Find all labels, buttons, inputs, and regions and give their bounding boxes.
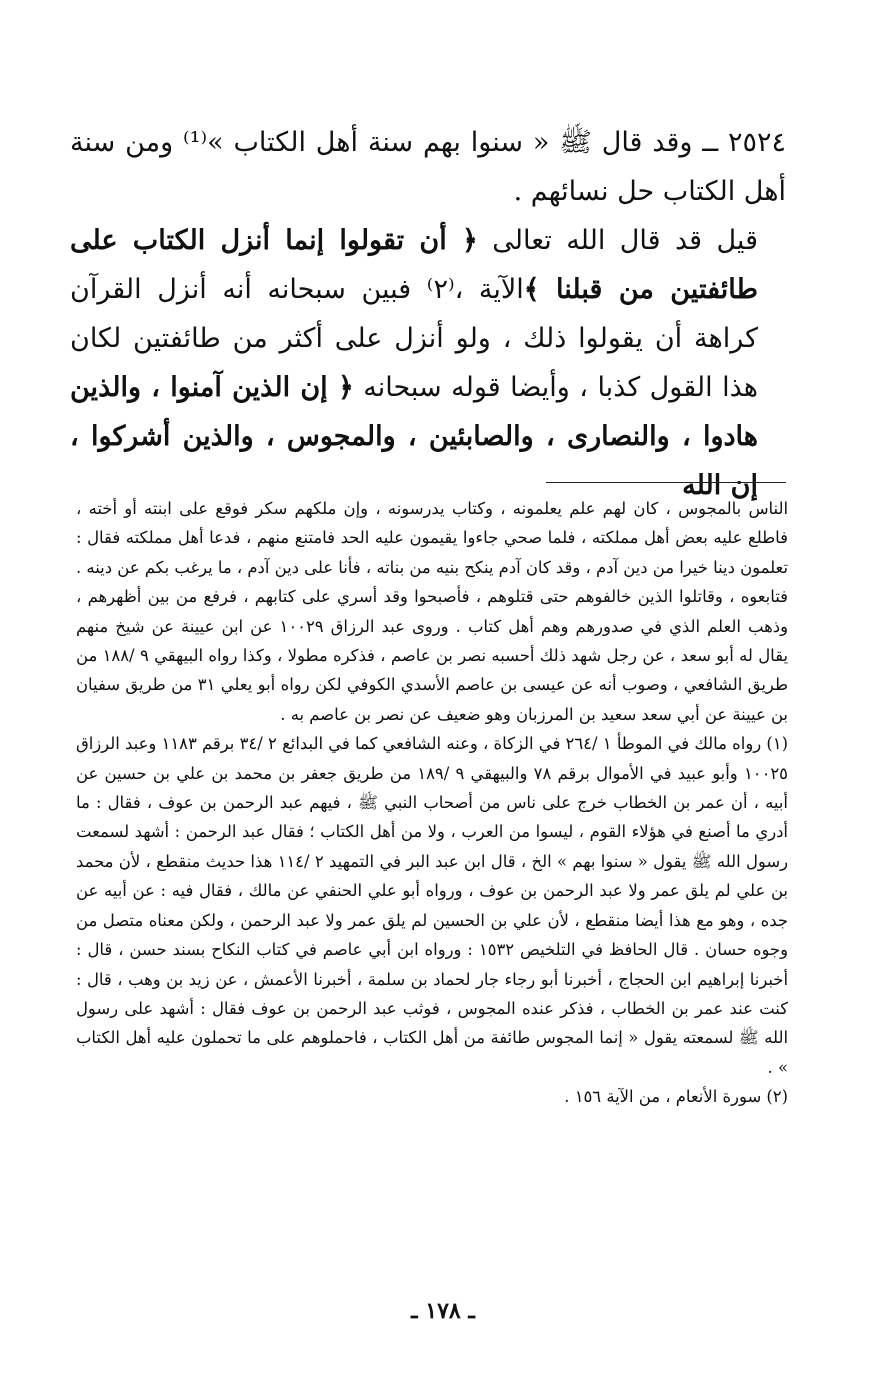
page-number: ـ ١٧٨ ـ [411,1298,475,1324]
footnote-2: (٢) سورة الأنعام ، من الآية ١٥٦ . [564,1087,788,1107]
main-text [70,118,786,510]
footnote-divider [546,482,786,483]
commentary-text: الآية ،⁽٢⁾ فبين سبحانه أنه أنزل القرآن كراهة أن يقولوا ذلك ، ولو أنزل على أكثر من طائفتين لكان هذا القول كذبا ، وأيضا قوله سبحانه [70,274,759,403]
intro-text: قيل قد قال الله تعالى [492,225,758,256]
footnote-continuation: الناس بالمجوس ، كان لهم علم يعلمونه ، وكتاب يدرسونه ، وإن ملكهم سكر فوقع على ابنته أو أخته ، فاطلع عليه بعض أهل مملكته ، فلما صحي جاءوا يقيمون عليه الحد فامتنع منهم ، فدعا أهل مملكته فقال : تعلمون دينا خيرا من دين آدم ، وقد كان آدم ينكح بنيه من بناته ، فأنا على دين آدم ، ما يرغب بكم عن دينه . فتابعوه ، وقاتلوا الذين خالفوهم حتى قتلوهم ، فأصبحوا وقد أسري على كتابهم ، فرفع من بين أظهرهم ، وذهب العلم الذي في صدورهم وهم أهل كتاب . وروى عبد الرزاق ١٠٠٢٩ عن ابن عيينة عن شيخ منهم يقال له أبو سعد ، عن رجل شهد ذلك أحسبه نصر بن عاصم ، فذكره مطولا ، وكذا رواه البيهقي ٩ /١٨٨ من طريق الشافعي ، وصوب أنه عن عيسى بن عاصم الأسدي الكوفي لكن رواه أبو يعلي ٣١ من طريق سفيان بن عيينة عن أبي سعد سعيد بن المرزبان وهو ضعيف عن نصر بن عاصم به . [76,499,789,724]
quran-verse-2: ﴿ إن الذين آمنوا ، والذين هادوا ، والنصارى ، والصابئين ، والمجوس ، والذين أشركوا ، إن الله [70,372,758,501]
quran-verse-1: ﴿ أن تقولوا إنما أنزل الكتاب على طائفتين من قبلنا ﴾ [70,225,758,305]
commentary-paragraph [70,216,786,510]
footnotes [76,494,788,1112]
hadith-paragraph: ٢٥٢٤ ــ وقد قال ﷺ « سنوا بهم سنة أهل الكتاب »⁽¹⁾ ومن سنة أهل الكتاب حل نسائهم . [70,127,786,207]
footnote-1: (١) رواه مالك في الموطأ ١ /٢٦٤ في الزكاة ، وعنه الشافعي كما في البدائع ٢ /٣٤ برقم ١١٨٣ وعبد الرزاق ١٠٠٢٥ وأبو عبيد في الأموال برقم ٧٨ والبيهقي ٩ /١٨٩ من طريق جعفر بن محمد بن علي بن حسين عن أبيه ، أن عمر بن الخطاب خرج على ناس من أصحاب النبي ﷺ ، فيهم عبد الرحمن بن عوف ، فقال : ما أدري ما أصنع في هؤلاء القوم ، ليسوا من العرب ، ولا من أهل الكتاب ؛ فقال عبد الرحمن : أشهد لسمعت رسول الله ﷺ يقول « سنوا بهم » الخ ، قال ابن عبد البر في التمهيد ٢ /١١٤ هذا حديث منقطع ، لأن محمد بن علي لم يلق عمر ولا عبد الرحمن بن عوف ، ورواه أبو علي الحنفي عن مالك ، فقال فيه : عن أبيه عن جده ، وهو مع هذا أيضا منقطع ، لأن علي بن الحسين لم يلق عمر ولا عبد الرحمن ، ولكن معناه متصل من وجوه حسان . قال الحافظ في التلخيص ١٥٣٢ : ورواه ابن أبي عاصم في كتاب النكاح بسند حسن ، قال : أخبرنا إبراهيم ابن الحجاج ، أخبرنا أبو رجاء جار لحماد بن سلمة ، أخبرنا الأعمش ، عن زيد بن وهب ، قال : كنت عند عمر بن الخطاب ، فذكر عنده المجوس ، فوثب عبد الرحمن بن عوف فقال : أشهد على رسول الله ﷺ لسمعته يقول « إنما المجوس طائفة من أهل الكتاب ، فاحملوهم على ما تحملون عليه أهل الكتاب » . [76,734,789,1077]
